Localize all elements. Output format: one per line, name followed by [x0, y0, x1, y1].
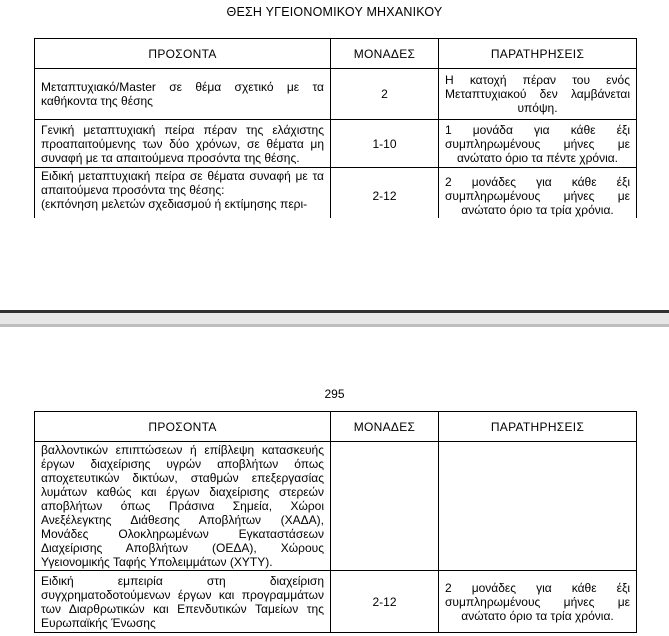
requirements-table-1 — [34, 38, 637, 218]
page-title: ΘΕΣΗ ΥΓΕΙΟΝΟΜΙΚΟΥ ΜΗΧΑΝΙΚΟΥ — [226, 5, 443, 19]
page-separator — [0, 310, 669, 327]
units-cell: 1-10 — [331, 120, 439, 168]
header-units: ΜΟΝΑΔΕΣ — [331, 39, 439, 69]
qualification-cell: βαλλοντικών επιπτώσεων ή επίβλεψη κατασκευής έργων διαχείρισης υγρών αποβλήτων όπως αποχετευτικών δικτύων, σταθμών επεξεργασίας λυμάτων καθώς και έργων διαχείρισης στερεών αποβλήτων όπως Πράσινα Σημεία, Χώροι Ανεξέλεγκτης Διάθεσης Αποβλήτων (ΧΑΔΑ), Μονάδες Ολοκληρωμένων Εγκαταστάσεων Διαχείρισης Αποβλήτων (ΟΕΔΑ), Χώρους Υγειονομικής Ταφής Υπολειμμάτων (ΧΥΤΥ). — [35, 442, 331, 571]
header-remarks: ΠΑΡΑΤΗΡΗΣΕΙΣ — [439, 39, 637, 69]
header-qualifications: ΠΡΟΣΟΝΤΑ — [35, 412, 331, 442]
table-row — [35, 69, 637, 120]
table-row — [35, 120, 637, 168]
qualification-cell: Γενική μεταπτυχιακή πείρα πέραν της ελάχιστης προαπαιτούμενης των δύο χρόνων, σε θέματα μη συναφή με τα απαιτούμενα προσόντα της θέσης. — [35, 120, 331, 168]
table-row — [35, 168, 637, 219]
requirements-table-2-viewport — [34, 411, 637, 636]
qualification-cell: Ειδική εμπειρία στη διαχείριση συγχρηματοδοτούμενων έργων και προγραμμάτων των Διαρθρωτικών και Επενδυτικών Ταμείων της Ευρωπαϊκής Ένωσης — [35, 571, 331, 633]
table-row — [35, 442, 637, 571]
qualification-cell: Μεταπτυχιακό/Master σε θέμα σχετικό με τα καθήκοντα της θέσης — [35, 69, 331, 120]
header-units: ΜΟΝΑΔΕΣ — [331, 412, 439, 442]
qualification-text: Ειδική μεταπτυχιακή πείρα σε θέματα συναφή με τα απαιτούμενα προσόντα της θέσης: — [41, 169, 324, 197]
units-cell: 2-12 — [331, 168, 439, 219]
units-cell — [331, 442, 439, 571]
header-remarks: ΠΑΡΑΤΗΡΗΣΕΙΣ — [439, 412, 637, 442]
remarks-cell: 2 μονάδες για κάθε έξι συμπληρωμένους μήνες με ανώτατο όριο τα τρία χρόνια. — [439, 571, 637, 633]
qualification-text-continued: (εκπόνηση μελετών σχεδιασμού ή εκτίμησης περι- — [41, 197, 308, 211]
qualification-cell — [35, 168, 331, 219]
header-qualifications: ΠΡΟΣΟΝΤΑ — [35, 39, 331, 69]
table-header-row — [35, 412, 637, 442]
remarks-cell: Η κατοχή πέραν του ενός Μεταπτυχιακού δεν λαμβάνεται υπόψη. — [439, 69, 637, 120]
remarks-cell: 1 μονάδα για κάθε έξι συμπληρωμένους μήνες με ανώτατο όριο τα πέντε χρόνια. — [439, 120, 637, 168]
remarks-cell: 2 μονάδες για κάθε έξι συμπληρωμένους μήνες με ανώτατο όριο τα τρία χρόνια. — [439, 168, 637, 219]
units-cell: 2 — [331, 69, 439, 120]
requirements-table-1-viewport — [34, 38, 637, 218]
units-cell: 2-12 — [331, 571, 439, 633]
requirements-table-2 — [34, 411, 637, 633]
remarks-cell — [439, 442, 637, 571]
table-header-row — [35, 39, 637, 69]
page-number: 295 — [324, 387, 345, 401]
table-row — [35, 571, 637, 633]
